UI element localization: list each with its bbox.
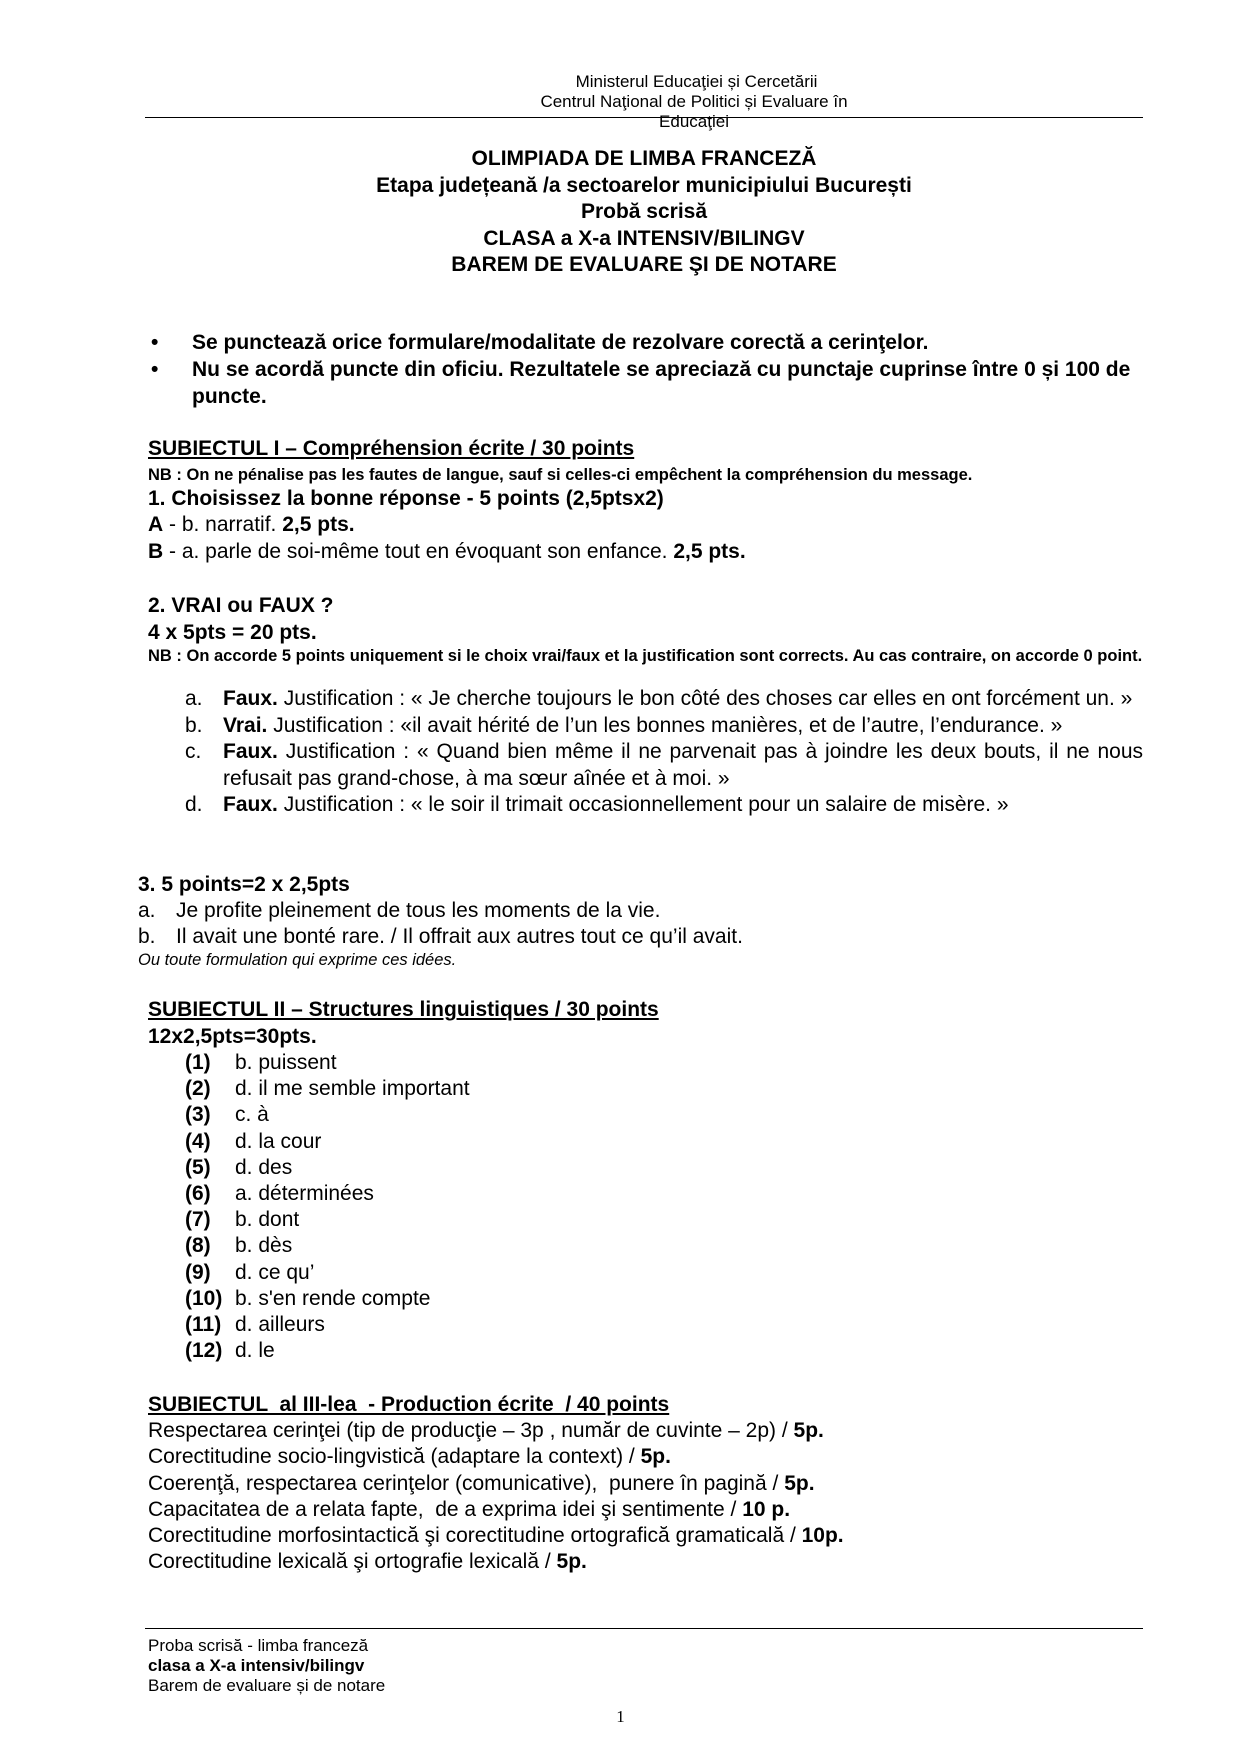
question-3-note: Ou toute formulation qui exprime ces idées.	[138, 951, 457, 969]
list-item: a. Faux. Justification : « Je cherche toujours le bon côté des choses car elles en ont forcément un. »	[185, 687, 1133, 710]
bullet-marker: •	[151, 358, 159, 381]
criterion-item: Corectitudine socio-lingvistică (adaptare la context) / 5p.	[148, 1445, 671, 1469]
section-2-points: 12x2,5pts=30pts.	[148, 1024, 317, 1048]
section-2-answers	[185, 1050, 470, 1364]
header-center: Centrul Naţional de Politici și Evaluare în Educaţiei	[540, 92, 848, 131]
list-item: (2) d. il me semble important	[185, 1077, 470, 1101]
list-item: (6) a. déterminées	[185, 1182, 374, 1206]
criterion-item: Capacitatea de a relata fapte, de a exprima idei şi sentimente / 10 p.	[148, 1497, 791, 1521]
title-barem: BAREM DE EVALUARE ŞI DE NOTARE	[451, 253, 837, 276]
title-class: CLASA a X-a INTENSIV/BILINGV	[483, 226, 805, 250]
list-item: b. Il avait une bonté rare. / Il offrait aux autres tout ce qu’il avait.	[138, 925, 743, 948]
footer-exam: Proba scrisă - limba franceză	[148, 1636, 369, 1655]
list-item: (4) d. la cour	[185, 1129, 322, 1153]
section-2-title: SUBIECTUL II – Structures linguistiques / 30 points	[148, 998, 659, 1021]
question-2-note: NB : On accorde 5 points uniquement si le choix vrai/faux et la justification sont corrects. Au cas contraire, on accorde 0 point.	[148, 647, 1143, 665]
title-stage: Etapa județeană /a sectoarelor municipiului București	[376, 173, 912, 197]
criterion-item: Corectitudine morfosintactică şi corectitudine ortografică gramaticală / 10p.	[148, 1524, 844, 1548]
question-1-title: 1. Choisissez la bonne réponse - 5 points (2,5ptsx2)	[148, 486, 664, 510]
page-number: 1	[616, 1707, 625, 1726]
section-2	[148, 997, 1143, 1050]
list-item: (9) d. ce qu’	[185, 1260, 315, 1284]
list-item: (3) c. à	[185, 1103, 269, 1127]
general-instructions	[145, 329, 1143, 410]
section-3-title: SUBIECTUL al III-lea - Production écrite / 40 points	[148, 1393, 670, 1416]
footer-class: clasa a X-a intensiv/bilingv	[148, 1656, 365, 1675]
page-header	[145, 72, 1143, 132]
list-item: (5) d. des	[185, 1155, 293, 1179]
page-footer	[148, 1636, 385, 1696]
section-3	[148, 1392, 1143, 1575]
list-item: b. Vrai. Justification : «il avait hérité de l’un les bonnes manières, et de l’autre, l’endurance. »	[185, 713, 1063, 737]
criterion-item: Respectarea cerinţei (tip de producţie – 3p , număr de cuvinte – 2p) / 5p.	[148, 1419, 824, 1443]
list-item: a. Je profite pleinement de tous les moments de la vie.	[138, 899, 661, 922]
list-item: (11) d. ailleurs	[185, 1313, 325, 1337]
section-1-note: NB : On ne pénalise pas les fautes de langue, sauf si celles-ci empêchent la compréhension du message.	[148, 465, 973, 484]
question-2-answers	[183, 686, 1143, 819]
bullet-marker: •	[151, 331, 159, 354]
question-2-title: 2. VRAI ou FAUX ?	[148, 594, 334, 617]
section-1	[148, 436, 1143, 565]
instruction-item: • Se punctează orice formulare/modalitate de rezolvare corectă a cerinţelor.	[151, 331, 929, 354]
footer-barem: Barem de evaluare și de notare	[148, 1676, 386, 1695]
list-item: (8) b. dès	[185, 1234, 293, 1258]
question-2	[148, 593, 1143, 667]
header-ministry: Ministerul Educaţiei și Cercetării	[575, 72, 818, 91]
header-rule	[145, 117, 1143, 118]
footer-rule	[145, 1628, 1143, 1629]
list-item: c. Faux. Justification : « Quand bien même il ne parvenait pas à joindre les deux bouts, il ne nous refusait pas grand-chose, à ma sœur aînée et à moi. »	[185, 740, 1143, 790]
document-title-block	[145, 146, 1143, 279]
list-item: (10) b. s'en rende compte	[185, 1286, 431, 1310]
list-item: (1) b. puissent	[185, 1051, 337, 1074]
criterion-item: Coerenţă, respectarea cerinţelor (comunicative), punere în pagină / 5p.	[148, 1471, 815, 1495]
question-2-points: 4 x 5pts = 20 pts.	[148, 620, 317, 644]
title-olympiad: OLIMPIADA DE LIMBA FRANCEZĂ	[471, 147, 817, 170]
question-3	[138, 872, 1138, 970]
list-item: (7) b. dont	[185, 1208, 300, 1232]
question-1-answer-a: A - b. narratif. 2,5 pts.	[148, 513, 355, 536]
title-test: Probă scrisă	[580, 200, 708, 223]
question-3-title: 3. 5 points=2 x 2,5pts	[138, 873, 350, 896]
list-item: (12) d. le	[185, 1339, 275, 1363]
list-item: d. Faux. Justification : « le soir il trimait occasionnellement pour un salaire de misère. »	[185, 793, 1009, 816]
section-1-title: SUBIECTUL I – Compréhension écrite / 30 points	[148, 437, 635, 460]
criterion-item: Corectitudine lexicală şi ortografie lexicală / 5p.	[148, 1550, 587, 1574]
instruction-item: • Nu se acordă puncte din oficiu. Rezultatele se apreciază cu punctaje cuprinse între 0 și 100 de puncte.	[151, 358, 1131, 408]
question-1-answer-b: B - a. parle de soi-même tout en évoquant son enfance. 2,5 pts.	[148, 539, 746, 563]
